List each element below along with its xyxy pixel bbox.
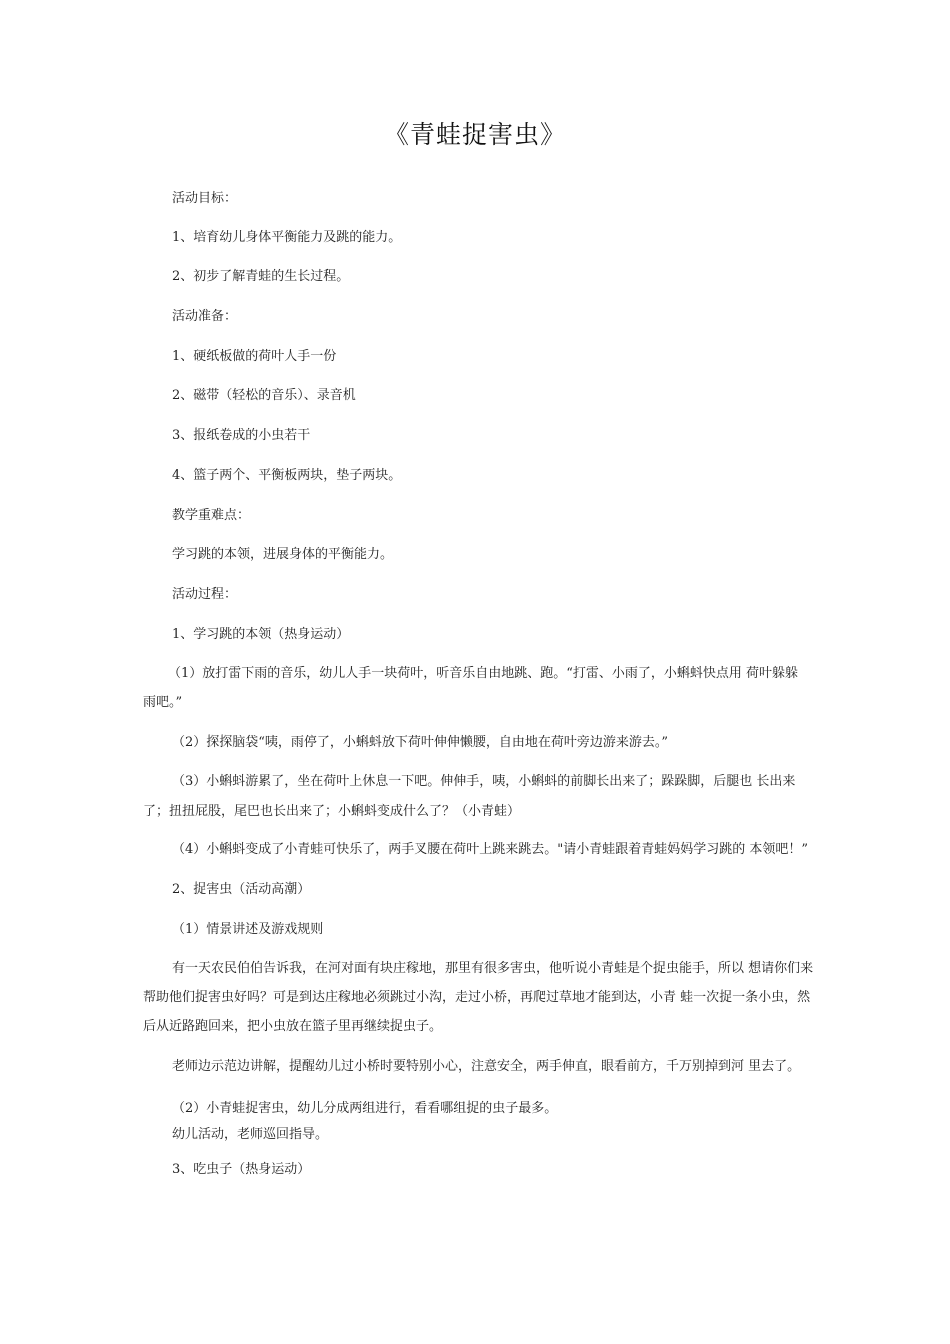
story-line-c: 后从近路跑回来，把小虫放在篮子里再继续捉虫子。	[143, 1019, 443, 1034]
prep-item-2: 2、磁带（轻松的音乐）、录音机	[172, 388, 356, 403]
step-1-heading: 1、学习跳的本领（热身运动）	[172, 627, 350, 642]
goal-item-1: 1、培育幼儿身体平衡能力及跳的能力。	[172, 230, 402, 245]
step-1-2: （2）探探脑袋“咦，雨停了，小蝌蚪放下荷叶伸伸懒腰，自由地在荷叶旁边游来游去。”	[172, 735, 669, 750]
goal-heading: 活动目标：	[172, 191, 238, 206]
process-heading: 活动过程：	[172, 587, 238, 602]
prep-heading: 活动准备：	[172, 309, 238, 324]
key-heading: 教学重难点：	[172, 508, 251, 523]
step-1-1-line-b: 雨吧。”	[143, 695, 183, 710]
teacher-demo: 老师边示范边讲解，提醒幼儿过小桥时要特别小心，注意安全，两手伸直，眼看前方，千万别掉到河 里去了。	[172, 1059, 801, 1074]
prep-item-4: 4、篮子两个、平衡板两块，垫子两块。	[172, 468, 402, 483]
step-2-2: （2）小青蛙捉害虫，幼儿分成两组进行，看看哪组捉的虫子最多。	[172, 1101, 558, 1116]
step-1-3-line-a: （3）小蝌蚪游累了，坐在荷叶上休息一下吧。伸伸手，咦，小蝌蚪的前脚长出来了；跺跺脚，后腿也 长出来	[172, 774, 796, 789]
step-3-heading: 3、吃虫子（热身运动）	[172, 1162, 311, 1177]
goal-item-2: 2、初步了解青蛙的生长过程。	[172, 269, 350, 284]
step-1-3-line-b: 了；扭扭屁股，尾巴也长出来了；小蝌蚪变成什么了？（小青蛙）	[143, 804, 521, 819]
story-line-a: 有一天农民伯伯告诉我，在河对面有块庄稼地，那里有很多害虫，他听说小青蛙是个捉虫能手，所以 想请你们来	[172, 961, 814, 976]
step-2-1: （1）情景讲述及游戏规则	[172, 922, 324, 937]
step-2-heading: 2、捉害虫（活动高潮）	[172, 882, 311, 897]
story-line-b: 帮助他们捉害虫好吗？可是到达庄稼地必须跳过小沟，走过小桥，再爬过草地才能到达，小青 蛙一次捉一条小虫，然	[143, 990, 811, 1005]
prep-item-3: 3、报纸卷成的小虫若干	[172, 428, 311, 443]
step-1-1-line-a: （1）放打雷下雨的音乐，幼儿人手一块荷叶，听音乐自由地跳、跑。“打雷、小雨了，小蝌蚪快点用 荷叶躲躲	[168, 666, 799, 681]
prep-item-1: 1、硬纸板做的荷叶人手一份	[172, 349, 337, 364]
step-1-4: （4）小蝌蚪变成了小青蛙可快乐了，两手叉腰在荷叶上跳来跳去。"请小青蛙跟着青蛙妈妈学习跳的 本领吧！”	[172, 842, 809, 857]
document-title: 《青蛙捉害虫》	[383, 120, 566, 149]
key-item-1: 学习跳的本领，进展身体的平衡能力。	[172, 547, 394, 562]
step-2-3: 幼儿活动，老师巡回指导。	[172, 1127, 329, 1142]
